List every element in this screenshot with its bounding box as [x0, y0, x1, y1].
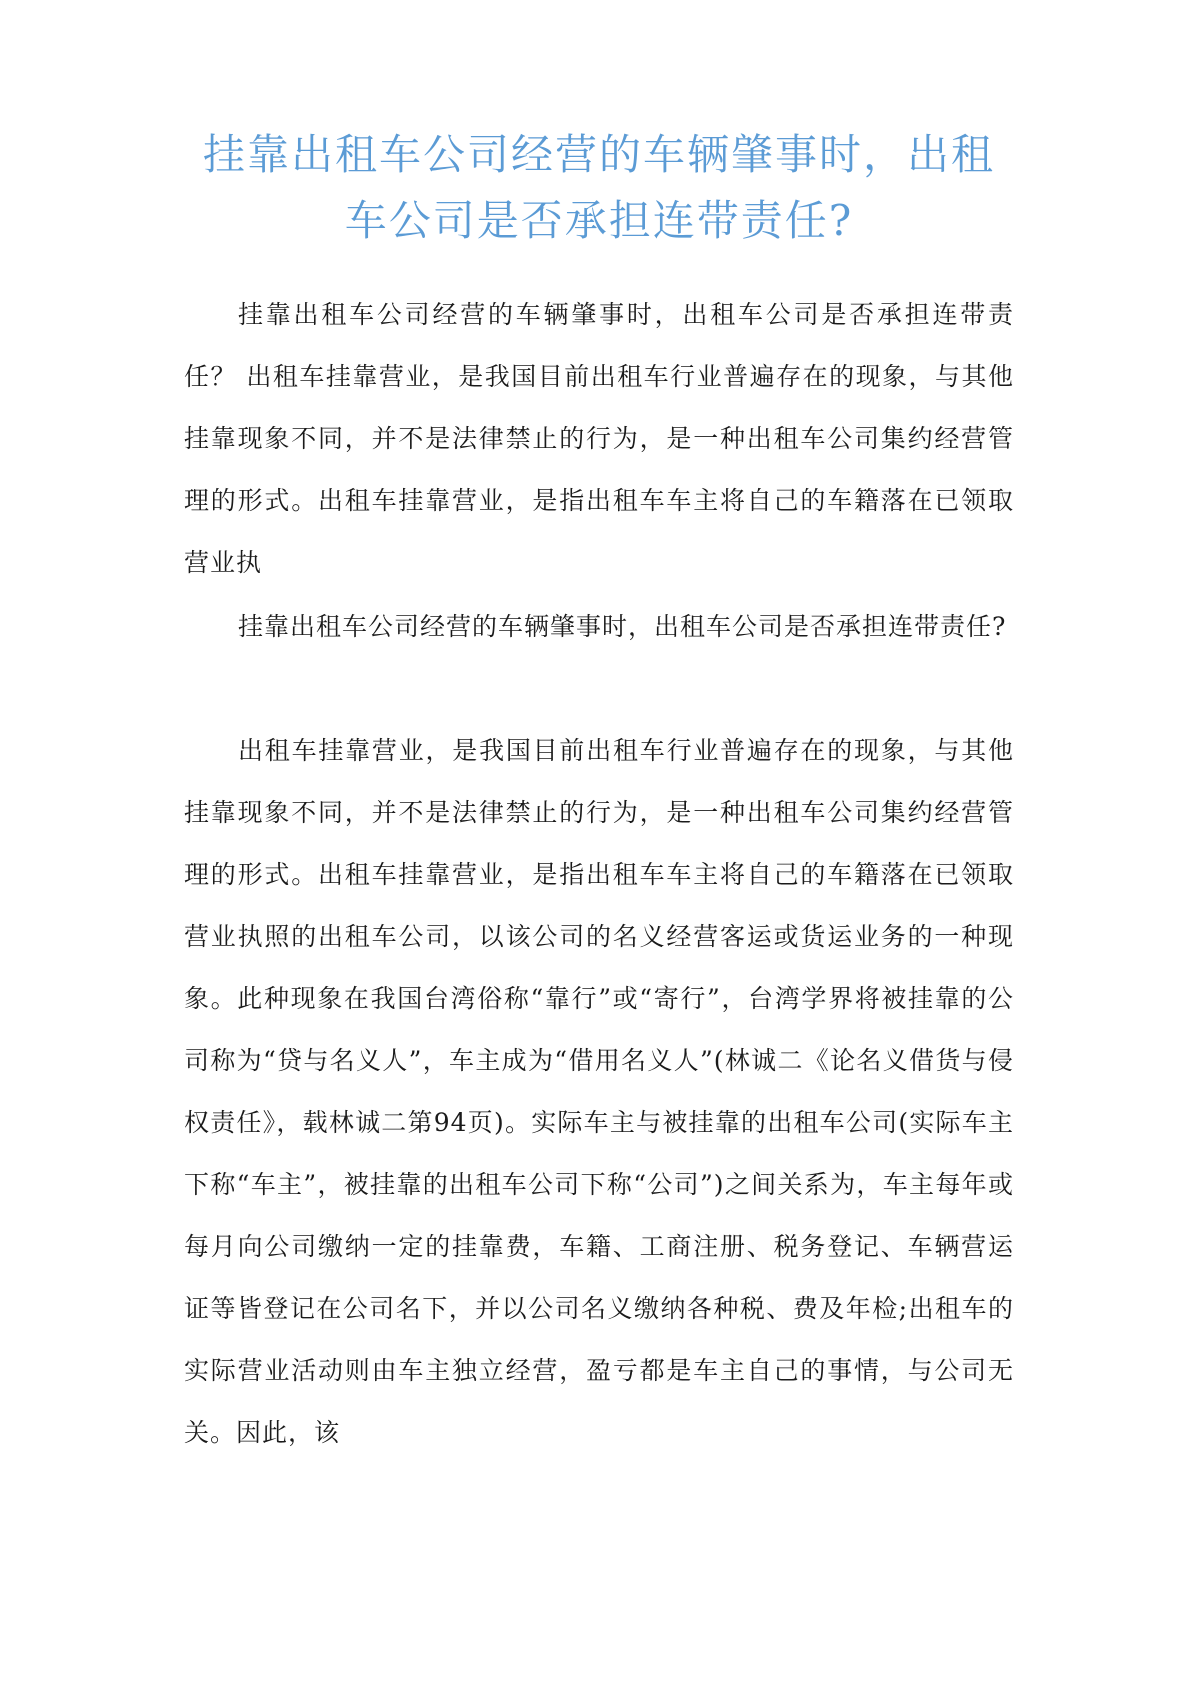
paragraph-body: 出租车挂靠营业，是我国目前出租车行业普遍存在的现象，与其他挂靠现象不同，并不是法律禁止的行为，是一种出租车公司集约经营管理的形式。出租车挂靠营业，是指出租车车主将自己的车籍落在已领取营业执照的出租车公司，以该公司的名义经营客运或货运业务的一种现象。此种现象在我国台湾俗称“靠行”或“寄行”，台湾学界将被挂靠的公司称为“贷与名义人”，车主成为“借用名义人”(林诚二《论名义借货与侵权责任》，载林诚二第94页)。实际车主与被挂靠的出租车公司(实际车主下称“车主”，被挂靠的出租车公司下称“公司”)之间关系为，车主每年或每月向公司缴纳一定的挂靠费，车籍、工商注册、税务登记、车辆营运证等皆登记在公司名下，并以公司名义缴纳各种税、费及年检;出租车的实际营业活动则由车主独立经营，盈亏都是车主自己的事情，与公司无关。因此，该 [184, 736, 1014, 1447]
paragraph-question: 挂靠出租车公司经营的车辆肇事时，出租车公司是否承担连带责任? [238, 612, 1007, 641]
document-title: 挂靠出租车公司经营的车辆肇事时，出租车公司是否承担连带责任? [202, 130, 995, 245]
paragraph-summary: 挂靠出租车公司经营的车辆肇事时，出租车公司是否承担连带责任？ 出租车挂靠营业，是我国目前出租车行业普遍存在的现象，与其他挂靠现象不同，并不是法律禁止的行为，是一种出租车公司集约经营管理的形式。出租车挂靠营业，是指出租车车主将自己的车籍落在已领取营业执 [184, 300, 1014, 577]
document-page [184, 0, 1014, 1464]
